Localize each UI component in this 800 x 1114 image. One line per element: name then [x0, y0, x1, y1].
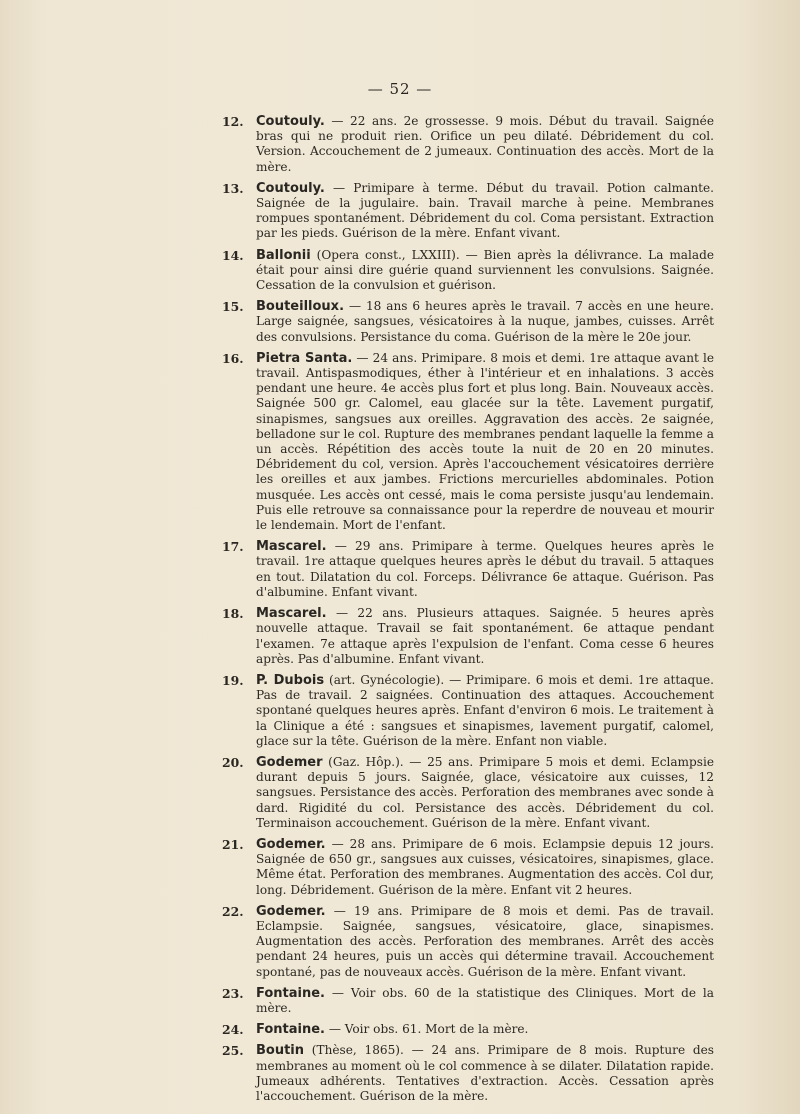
entry-author: P. Dubois [256, 672, 325, 688]
entry-author: Godemer [256, 754, 323, 770]
entry-text: — 19 ans. Primipare de 8 mois et demi. Pas de travail. Eclampsie. Saignée, sangsues, vésicatoire, glace, sinapismes. Augmentation des accès. Perforation des membranes. Arrêt des accès pendant 24 heures, puis un accès qui détermine travail. Accouchement spontané, pas de nouveaux accès. Guérison de la mère. Enfant vivant. [256, 903, 714, 979]
entry-text: — 22 ans. 2e grossesse. 9 mois. Début du travail. Saignée bras qui ne produit rien. Orifice un peu dilaté. Débridement du col. Version. Accouchement de 2 jumeaux. Continuation des accès. Mort de la mère. [256, 114, 714, 174]
entry-author: Mascarel. [256, 539, 327, 555]
entry-author: Boutin [256, 1043, 305, 1059]
observation-entry [222, 114, 714, 175]
entry-number: 19. [222, 672, 244, 688]
entry-text: (Opera const., LXXIII). — Bien après la délivrance. La malade était pour ainsi dire guérie quand surviennent les convulsions. Saignée. Cessation de la convulsion et guérison. [256, 247, 714, 293]
entry-author: Ballonii [256, 247, 311, 263]
entry-text: (Thèse, 1865). — 24 ans. Primipare de 8 mois. Rupture des membranes au moment où le col commence à se dilater. Dilatation rapide. Jumeaux adhérents. Tentatives d'extraction. Accès. Cessation après l'accouchement. Guérison de la mère. [256, 1043, 714, 1103]
observation-entry [222, 181, 714, 242]
entry-author: Fontaine. [256, 985, 325, 1001]
entry-number: 17. [222, 539, 244, 555]
entry-text: — 22 ans. Plusieurs attaques. Saignée. 5 heures après nouvelle attaque. Travail se fait spontanément. 6e attaque pendant l'examen. 7e attaque après l'expulsion de l'enfant. Coma cesse 6 heures après. Pas d'albumine. Enfant vivant. [256, 606, 714, 666]
entry-number: 22. [222, 903, 244, 919]
entry-text: — 24 ans. Primipare. 8 mois et demi. 1re attaque avant le travail. Antispasmodiques, éther à l'intérieur et en inhalations. 3 accès pendant une heure. 4e accès plus fort et plus long. Bain. Nouveaux accès. Saignée 500 gr. Calomel, eau glacée sur la tête. Lavement purgatif, sinapismes, sangsues aux oreilles. Aggravation des accès. 2e saignée, belladone sur le col. Rupture des membranes pendant laquelle la femme a un accès. Répétition des accès toute la nuit de 20 en 20 minutes. Débridement du col, version. Après l'accouchement vésicatoires derrière les oreilles et aux jambes. Frictions mercurielles abdominales. Potion musquée. Les accès ont cessé, mais le coma persiste jusqu'au lendemain. Puis elle retrouve sa connaissance pour la reperdre de nouveau et mourir le lendemain. Mort de l'enfant. [256, 350, 714, 533]
observation-entry [222, 673, 714, 749]
entry-number: 18. [222, 606, 244, 622]
entry-text: — 29 ans. Primipare à terme. Quelques heures après le travail. 1re attaque quelques heures après le début du travail. 5 attaques en tout. Dilatation du col. Forceps. Délivrance 6e attaque. Guérison. Pas d'albumine. Enfant vivant. [256, 539, 714, 599]
entry-number: 25. [222, 1043, 244, 1059]
entry-author: Pietra Santa. [256, 350, 353, 366]
entry-author: Godemer. [256, 836, 326, 852]
observation-entry [222, 539, 714, 600]
entry-author: Bouteilloux. [256, 299, 345, 315]
entry-text: (art. Gynécologie). — Primipare. 6 mois et demi. 1re attaque. Pas de travail. 2 saignées. Continuation des attaques. Accouchement spontané quelques heures après. Enfant d'environ 6 mois. Le traitement à la Clinique a été : sangsues et sinapismes, lavement purgatif, calomel, glace sur la tête. Guérison de la mère. Enfant non viable. [256, 672, 714, 748]
page-number: — 52 — [367, 80, 433, 98]
entry-text: — Voir obs. 61. Mort de la mère. [325, 1022, 529, 1037]
observation-entry [222, 351, 714, 533]
observation-entry [222, 755, 714, 831]
entry-author: Godemer. [256, 903, 326, 919]
observation-entry [222, 986, 714, 1016]
observation-entry [222, 1043, 714, 1104]
entry-author: Fontaine. [256, 1022, 325, 1038]
entry-number: 20. [222, 754, 244, 770]
entry-text: — Primipare à terme. Début du travail. Potion calmante. Saignée de la jugulaire. bain. Travail marche à peine. Membranes rompues spontanément. Débridement du col. Coma persistant. Extraction par les pieds. Guérison de la mère. Enfant vivant. [256, 180, 714, 241]
observation-entry [222, 904, 714, 980]
entry-author: Coutouly. [256, 114, 325, 129]
entry-number: 24. [222, 1022, 244, 1038]
entry-number: 21. [222, 836, 244, 852]
entry-text: — 28 ans. Primipare de 6 mois. Eclampsie depuis 12 jours. Saignée de 650 gr., sangsues aux cuisses, vésicatoires, sinapismes, glace. Même état. Perforation des membranes. Augmentation des accès. Col dur, long. Débridement. Guérison de la mère. Enfant vit 2 heures. [256, 836, 714, 897]
entry-text: (Gaz. Hôp.). — 25 ans. Primipare 5 mois et demi. Eclampsie durant depuis 5 jours. Saignée, glace, vésicatoire aux cuisses, 12 sangsues. Persistance des accès. Perforation des membranes avec sonde à dard. Rigidité du col. Persistance des accès. Débridement du col. Terminaison accouchement. Guérison de la mère. Enfant vivant. [256, 754, 714, 830]
observations-list [222, 114, 714, 1104]
observation-entry [222, 248, 714, 294]
entry-number: 13. [222, 180, 244, 196]
observation-entry [222, 1022, 714, 1037]
entry-text: — 18 ans 6 heures après le travail. 7 accès en une heure. Large saignée, sangsues, vésicatoires à la nuque, jambes, cuisses. Arrêt des convulsions. Persistance du coma. Guérison de la mère le 20e jour. [256, 299, 714, 344]
entry-number: 15. [222, 299, 244, 315]
entry-number: 12. [222, 114, 244, 129]
observation-entry [222, 837, 714, 898]
observation-entry [222, 299, 714, 345]
entry-number: 16. [222, 350, 244, 366]
entry-author: Mascarel. [256, 606, 327, 622]
entry-number: 23. [222, 985, 244, 1001]
entry-number: 14. [222, 247, 244, 263]
entry-text: — Voir obs. 60 de la statistique des Cliniques. Mort de la mère. [256, 985, 714, 1015]
observation-entry [222, 606, 714, 667]
entry-author: Coutouly. [256, 180, 325, 196]
